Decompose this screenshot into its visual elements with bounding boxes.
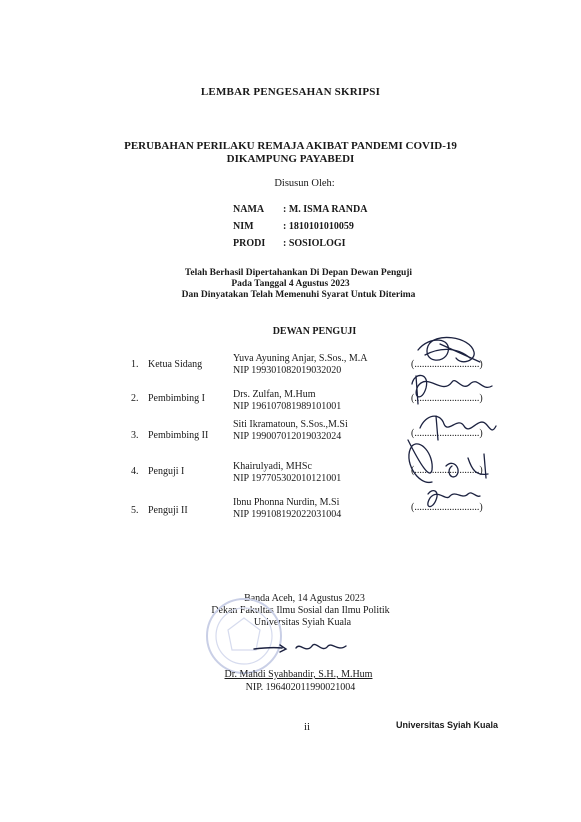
examiner-name: Khairulyadi, MHSc <box>233 461 312 472</box>
name-value: : M. ISMA RANDA <box>283 204 368 215</box>
nim-value: : 1810101010059 <box>283 221 354 232</box>
place-date: Banda Aceh, 14 Agustus 2023 <box>244 593 365 604</box>
examiner-role: Penguji II <box>148 505 188 516</box>
examiner-role: Ketua Sidang <box>148 359 203 370</box>
thesis-title-line1: PERUBAHAN PERILAKU REMAJA AKIBAT PANDEMI COVID-19 <box>124 140 457 152</box>
dean-name: Dr. Mahdi Syahbandir, S.H., M.Hum <box>224 669 373 680</box>
examiner-name: Ibnu Phonna Nurdin, M.Si <box>233 497 340 508</box>
signature-line: (..........................) <box>411 502 483 513</box>
examiner-nip: NIP 197705302010121001 <box>233 473 342 484</box>
prodi-value: : SOSIOLOGI <box>283 238 346 249</box>
examiner-name: Drs. Zulfan, M.Hum <box>233 389 316 400</box>
examiner-number: 1. <box>131 359 139 370</box>
dean-title: Dekan Fakultas Ilmu Sosial dan Ilmu Politik <box>211 605 390 616</box>
signature-line: (..........................) <box>411 428 483 439</box>
thesis-title-line2: DIKAMPUNG PAYABEDI <box>226 153 355 165</box>
examiner-name: Siti Ikramatoun, S.Sos.,M.Si <box>233 419 348 430</box>
page-number: ii <box>304 721 311 733</box>
examiner-role: Pembimbing I <box>148 393 205 404</box>
prodi-label: PRODI <box>233 238 266 249</box>
examiner-nip: NIP 199007012019032024 <box>233 431 342 442</box>
name-label: NAMA <box>233 204 265 215</box>
signature-line: (..........................) <box>411 465 483 476</box>
examiner-nip: NIP 196107081989101001 <box>233 401 342 412</box>
board-title: DEWAN PENGUJI <box>272 326 357 337</box>
examiner-nip: NIP 199108192022031004 <box>233 509 342 520</box>
statement-line3: Dan Dinyatakan Telah Memenuhi Syarat Untuk Diterima <box>181 290 416 300</box>
signature-line: (..........................) <box>411 393 483 404</box>
examiner-name: Yuva Ayuning Anjar, S.Sos., M.A <box>233 353 368 364</box>
page-title: LEMBAR PENGESAHAN SKRIPSI <box>200 86 381 98</box>
examiner-number: 3. <box>131 430 139 441</box>
dean-nip: NIP. 196402011990021004 <box>245 682 356 693</box>
nim-label: NIM <box>233 221 254 232</box>
statement-line2: Pada Tanggal 4 Agustus 2023 <box>231 279 350 289</box>
examiner-nip: NIP 199301082019032020 <box>233 365 342 376</box>
signature-line: (..........................) <box>411 359 483 370</box>
university-name: Universitas Syiah Kuala <box>253 617 352 628</box>
examiner-number: 4. <box>131 466 139 477</box>
examiner-role: Pembimbing II <box>148 430 209 441</box>
examiner-number: 5. <box>131 505 139 516</box>
examiner-role: Penguji I <box>148 466 185 477</box>
statement-line1: Telah Berhasil Dipertahankan Di Depan Dewan Penguji <box>184 268 413 278</box>
university-footer: Universitas Syiah Kuala <box>396 720 499 730</box>
compiled-by: Disusun Oleh: <box>274 178 335 189</box>
examiner-number: 2. <box>131 393 139 404</box>
